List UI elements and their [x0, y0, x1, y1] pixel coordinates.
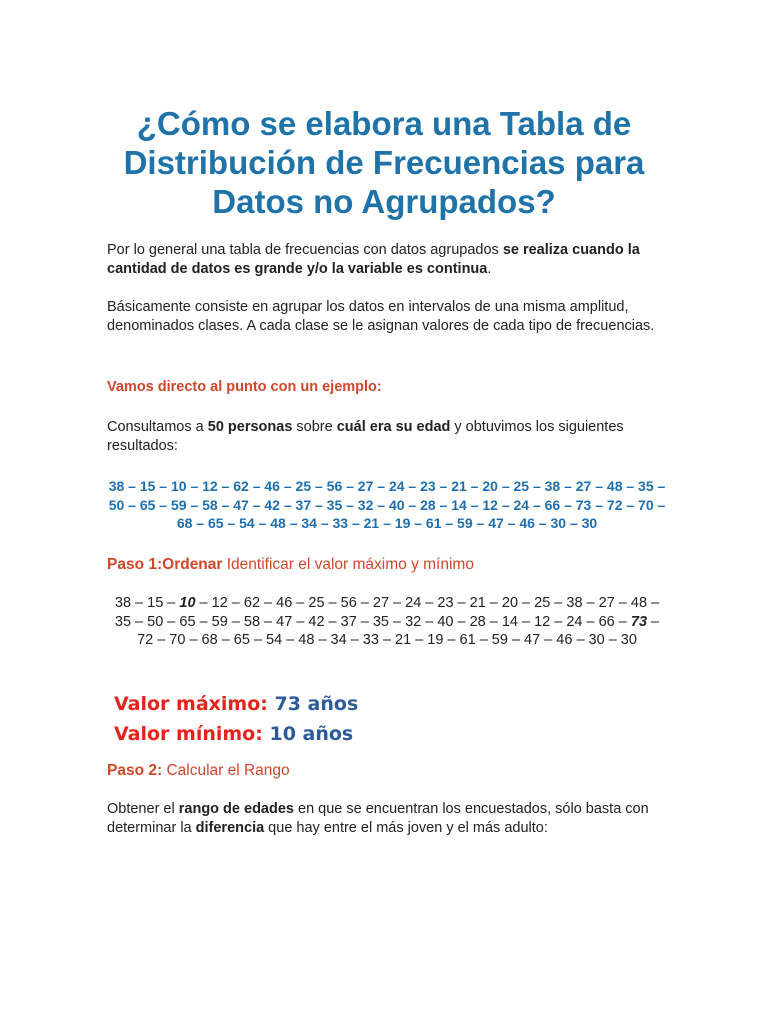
definition-paragraph: Básicamente consiste en agrupar los datos en intervalos de una misma amplitud, denominados clases. A cada clase se le asignan valores de cada tipo de frecuencias.: [107, 299, 655, 334]
survey-text-3: y obtuvimos los siguientes resultados:: [107, 419, 624, 454]
survey-text-2: sobre: [292, 419, 337, 435]
min-value-line: [114, 722, 353, 746]
survey-paragraph: [107, 418, 667, 456]
step1-text: Identificar el valor máximo y mínimo: [222, 556, 474, 573]
step2-label: Paso 2:: [107, 762, 163, 779]
page-title: ¿Cómo se elabora una Tabla de Distribución de Frecuencias para Datos no Agrupados?: [123, 105, 645, 220]
data-part-b: – 12 – 62 – 46 – 25 – 56 – 27 – 24 – 23 – 21 – 20 – 25 – 38 – 27 – 48 – 35 – 50 – 65 – 59 – 58 – 47 – 42 – 37 – 35 – 32 – 40 – 28 – 14 – 12 – 24 – 66 –: [114, 595, 660, 630]
range-text-1: Obtener el: [107, 801, 179, 817]
data-min-value: 10: [179, 595, 196, 611]
range-paragraph: [107, 800, 667, 838]
range-bold-2: diferencia: [195, 820, 265, 836]
raw-data-list: 38 – 15 – 10 – 12 – 62 – 46 – 25 – 56 – 27 – 24 – 23 – 21 – 20 – 25 – 38 – 27 – 48 – 35 – 50 – 65 – 59 – 58 – 47 – 42 – 37 – 35 – 32 – 40 – 28 – 14 – 12 – 24 – 66 – 73 – 72 – 70 – 68 – 65 – 54 – 48 – 34 – 33 – 21 – 19 – 61 – 59 – 47 – 46 – 30 – 30: [108, 478, 666, 531]
intro-paragraph: [107, 241, 667, 279]
data-max-value: 73: [630, 613, 648, 630]
range-text-2: en que se encuentran los encuestados, sólo basta con determinar la: [107, 801, 649, 836]
intro-text-1: Por lo general una tabla de frecuencias con datos agrupados: [107, 242, 503, 258]
survey-text-1: Consultamos a: [107, 419, 208, 435]
ordered-data-list: [107, 594, 667, 650]
intro-text-2: .: [487, 261, 492, 277]
intro-bold: se realiza cuando la cantidad de datos es grande y/o la variable es continua: [107, 242, 640, 277]
step1-heading: [107, 555, 474, 575]
survey-bold-question: cuál era su edad: [336, 419, 451, 435]
range-bold-1: rango de edades: [178, 801, 294, 817]
max-value-number: 73 años: [274, 693, 359, 715]
min-value-number: 10 años: [269, 723, 354, 745]
data-part-c: – 72 – 70 – 68 – 65 – 54 – 48 – 34 – 33 – 21 – 19 – 61 – 59 – 47 – 46 – 30 – 30: [137, 613, 660, 648]
survey-bold-count: 50 personas: [207, 419, 293, 435]
max-value-line: [114, 692, 358, 716]
step2-heading: [107, 761, 290, 781]
step2-text: Calcular el Rango: [162, 762, 290, 779]
example-heading: Vamos directo al punto con un ejemplo:: [107, 379, 382, 395]
min-value-label: Valor mínimo:: [114, 723, 263, 745]
max-value-label: Valor máximo:: [114, 693, 268, 715]
data-part-a: 38 – 15 –: [114, 595, 180, 611]
step1-label: Paso 1:Ordenar: [107, 556, 223, 573]
range-text-3: que hay entre el más joven y el más adulto:: [264, 820, 548, 836]
